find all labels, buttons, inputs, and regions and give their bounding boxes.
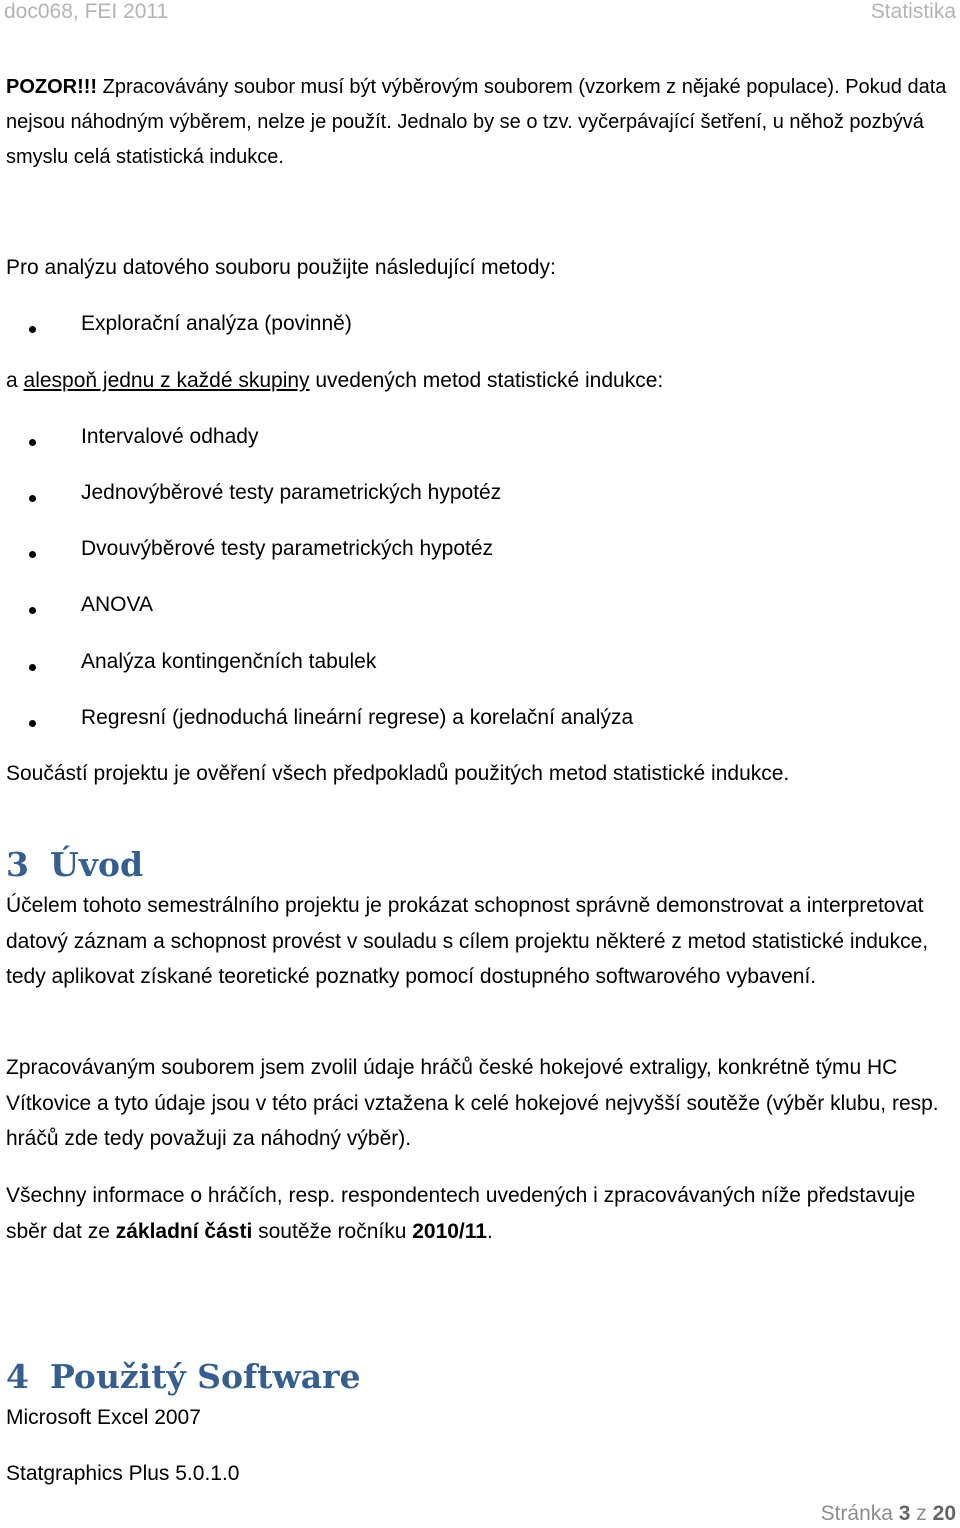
group-prefix: a bbox=[6, 369, 24, 392]
warning-label: POZOR!!! bbox=[6, 76, 98, 98]
group-underlined: alespoň jednu z každé skupiny bbox=[23, 369, 310, 392]
section-title: Úvod bbox=[50, 845, 144, 884]
bullet-icon bbox=[29, 720, 36, 727]
section-number: 3 bbox=[6, 845, 29, 884]
group-suffix: uvedených metod statistické indukce: bbox=[309, 369, 664, 392]
warning-paragraph bbox=[6, 70, 954, 175]
methods-closing: Součástí projektu je ověření všech předpokladů použitých metod statistické indukce. bbox=[6, 762, 790, 785]
method-item: Intervalové odhady bbox=[81, 425, 259, 448]
section-number: 4 bbox=[6, 1357, 29, 1396]
bullet-icon bbox=[29, 551, 36, 558]
mandatory-method: Explorační analýza (povinně) bbox=[81, 312, 352, 335]
bullet-icon bbox=[29, 664, 36, 671]
software-item: Statgraphics Plus 5.0.1.0 bbox=[6, 1462, 240, 1485]
section-heading-software bbox=[6, 1357, 361, 1396]
bullet-icon bbox=[29, 439, 36, 446]
intro-paragraph-1: Účelem tohoto semestrálního projektu je prokázat schopnost správně demonstrovat a interpretovat datový záznam a schopnost provést v souladu s cílem projektu některé z metod statistické indukce, tedy aplikovat získané teoretické poznatky pomocí dostupného softwarového vybavení. bbox=[6, 894, 929, 988]
method-item: ANOVA bbox=[81, 593, 153, 616]
p3-bold-season: 2010/11 bbox=[412, 1219, 487, 1243]
footer-sep: z bbox=[910, 1502, 933, 1525]
group-requirement bbox=[6, 369, 663, 393]
p3-text-c: soutěže ročníku bbox=[252, 1219, 413, 1243]
bullet-icon bbox=[29, 326, 36, 333]
warning-text: Zpracovávány soubor musí být výběrovým souborem (vzorkem z nějaké populace). Pokud data nejsou náhodným výběrem, nelze je použít. Jednalo by se o tzv. vyčerpávající šetření, u něhož pozbývá smyslu celá statistická indukce. bbox=[6, 76, 947, 168]
footer-prefix: Stránka bbox=[820, 1502, 899, 1525]
footer-total-pages: 20 bbox=[932, 1502, 956, 1525]
header-subject: Statistika bbox=[870, 0, 956, 23]
p3-text-a: Všechny informace o hráčích, resp. respondentech uvedených i zpracovávaných níže představuje sběr dat ze bbox=[6, 1184, 916, 1243]
method-item: Jednovýběrové testy parametrických hypotéz bbox=[81, 481, 502, 504]
methods-intro: Pro analýzu datového souboru použijte následující metody: bbox=[6, 256, 556, 279]
intro-paragraph-2: Zpracovávaným souborem jsem zvolil údaje hráčů české hokejové extraligy, konkrétně týmu HC Vítkovice a tyto údaje jsou v této práci vztažena k celé hokejové nejvyšší soutěže (výběr klubu, resp. hráčů zde tedy považuji za náhodný výběr). bbox=[6, 1056, 939, 1150]
method-item: Regresní (jednoduchá lineární regrese) a korelační analýza bbox=[81, 706, 634, 729]
footer-current-page: 3 bbox=[898, 1502, 911, 1525]
section-heading-intro bbox=[6, 845, 143, 884]
method-item: Dvouvýběrové testy parametrických hypotéz bbox=[81, 537, 494, 560]
header-doc-id: doc068, FEI 2011 bbox=[4, 0, 169, 23]
page-number bbox=[821, 1502, 956, 1526]
p3-text-e: . bbox=[486, 1219, 493, 1243]
bullet-icon bbox=[29, 495, 36, 502]
intro-paragraph-3 bbox=[6, 1178, 954, 1249]
bullet-icon bbox=[29, 607, 36, 614]
section-title: Použitý Software bbox=[50, 1357, 361, 1396]
method-item: Analýza kontingenčních tabulek bbox=[81, 650, 377, 673]
p3-bold-part: základní části bbox=[115, 1219, 253, 1243]
software-item: Microsoft Excel 2007 bbox=[6, 1406, 201, 1429]
